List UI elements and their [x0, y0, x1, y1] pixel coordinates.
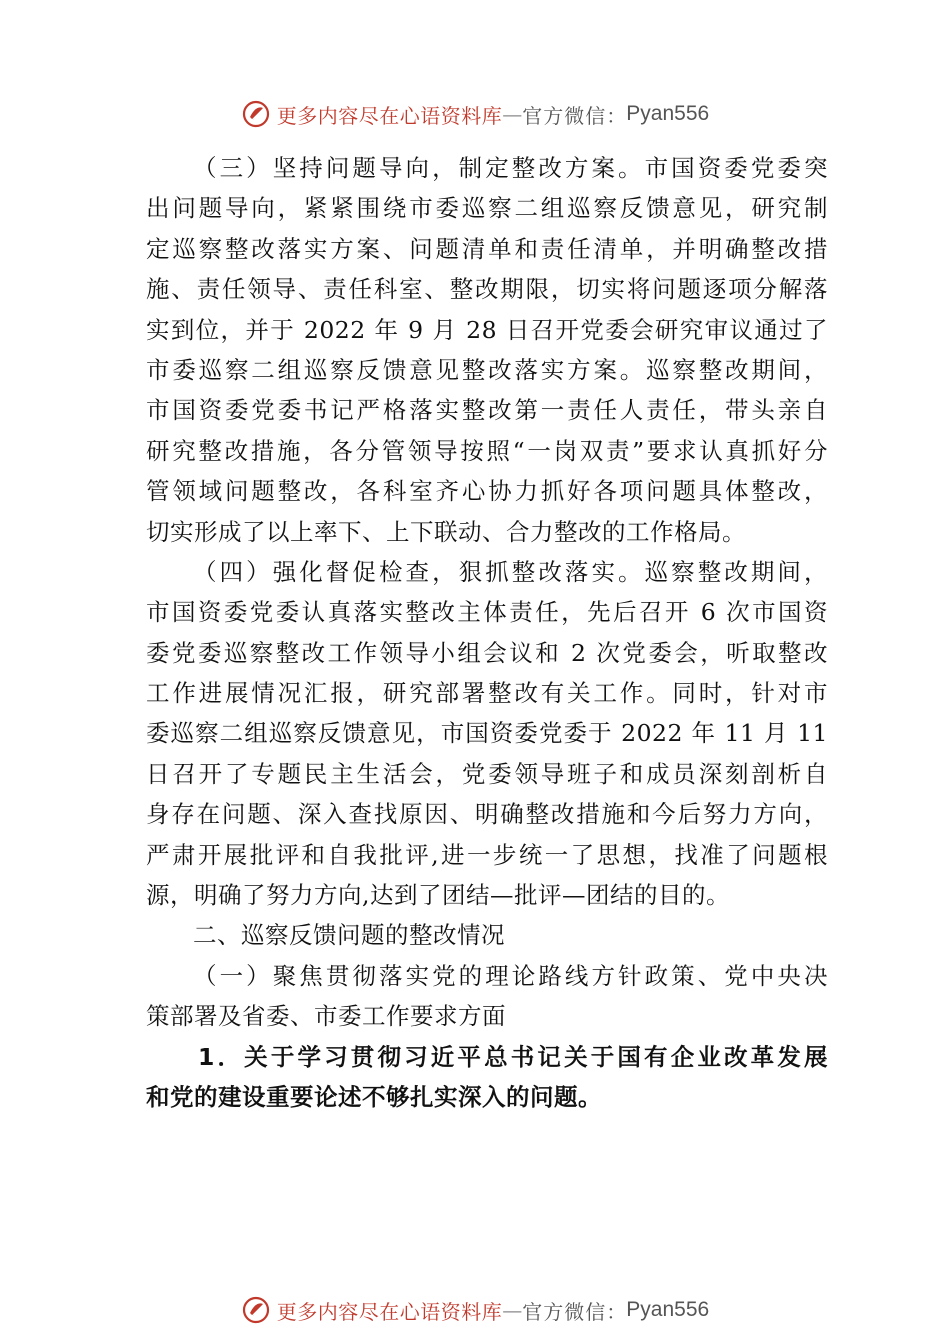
text-line: 委巡察二组巡察反馈意见，市国资委党委于 2022 年 11 月 11 — [146, 719, 828, 748]
text-line: 研究整改措施，各分管领导按照“一岗双责”要求认真抓好分 — [146, 436, 828, 465]
text-line: 市国资委党委书记严格落实整改第一责任人责任，带头亲自 — [146, 396, 828, 425]
text-line: （一）聚焦贯彻落实党的理论路线方针政策、党中央决 — [193, 961, 828, 990]
subsection-heading — [146, 956, 828, 1037]
watermark-brand: 更多内容尽在心语资料库 — [276, 1299, 503, 1324]
watermark-separator: — — [502, 1298, 523, 1322]
text-line: （四）强化督促检查，狠抓整改落实。巡察整改期间， — [193, 557, 828, 586]
section-heading: 二、巡察反馈问题的整改情况 — [193, 921, 505, 950]
text-line: 切实形成了以上率下、上下联动、合力整改的工作格局。 — [146, 517, 746, 546]
paragraph-section-3 — [146, 148, 828, 552]
footer-watermark — [0, 1290, 950, 1330]
text-line: 管领域问题整改，各科室齐心协力抓好各项问题具体整改， — [146, 477, 828, 506]
text-line: 委党委巡察整改工作领导小组会议和 2 次党委会，听取整改 — [146, 638, 828, 667]
item-1-heading — [146, 1037, 828, 1118]
header-watermark — [0, 94, 950, 134]
text-line: 策部署及省委、市委工作要求方面 — [146, 1002, 506, 1031]
text-line: 实到位，并于 2022 年 9 月 28 日召开党委会研究审议通过了 — [146, 315, 828, 344]
watermark-separator: — — [502, 102, 523, 126]
text-line: 1．关于学习贯彻习近平总书记关于国有企业改革发展 — [198, 1042, 828, 1071]
text-line: 严肃开展批评和自我批评,进一步统一了思想，找准了问题根 — [146, 840, 828, 869]
text-line: 定巡察整改落实方案、问题清单和责任清单，并明确整改措 — [146, 234, 828, 263]
watermark-id: Pyan556 — [626, 102, 710, 125]
text-line: 施、责任领导、责任科室、整改期限，切实将问题逐项分解落 — [146, 275, 828, 304]
watermark-brand: 更多内容尽在心语资料库 — [276, 103, 503, 128]
text-line: 源，明确了努力方向,达到了团结—批评—团结的目的。 — [146, 881, 730, 910]
watermark-colon: ： — [606, 1299, 627, 1324]
document-body — [146, 148, 828, 1117]
text-line: 市国资委党委认真落实整改主体责任，先后召开 6 次市国资 — [146, 598, 828, 627]
text-line: （三）坚持问题导向，制定整改方案。市国资委党委突 — [193, 154, 828, 182]
paragraph-section-4 — [146, 552, 828, 916]
watermark-channel: 官方微信 — [522, 103, 607, 128]
text-line: 市委巡察二组巡察反馈意见整改落实方案。巡察整改期间， — [146, 355, 828, 384]
watermark-channel: 官方微信 — [522, 1299, 607, 1324]
text-line: 和党的建设重要论述不够扎实深入的问题。 — [146, 1082, 602, 1111]
watermark-colon: ： — [606, 103, 627, 128]
text-line: 日召开了专题民主生活会，党委领导班子和成员深刻剖析自 — [146, 759, 828, 788]
watermark-id: Pyan556 — [626, 1298, 710, 1321]
logo-icon — [241, 1295, 271, 1325]
text-line: 出问题导向，紧紧围绕市委巡察二组巡察反馈意见，研究制 — [146, 194, 828, 223]
text-line: 工作进展情况汇报，研究部署整改有关工作。同时，针对市 — [146, 679, 828, 708]
logo-icon — [241, 99, 271, 129]
text-line: 身存在问题、深入查找原因、明确整改措施和今后努力方向， — [146, 800, 828, 829]
